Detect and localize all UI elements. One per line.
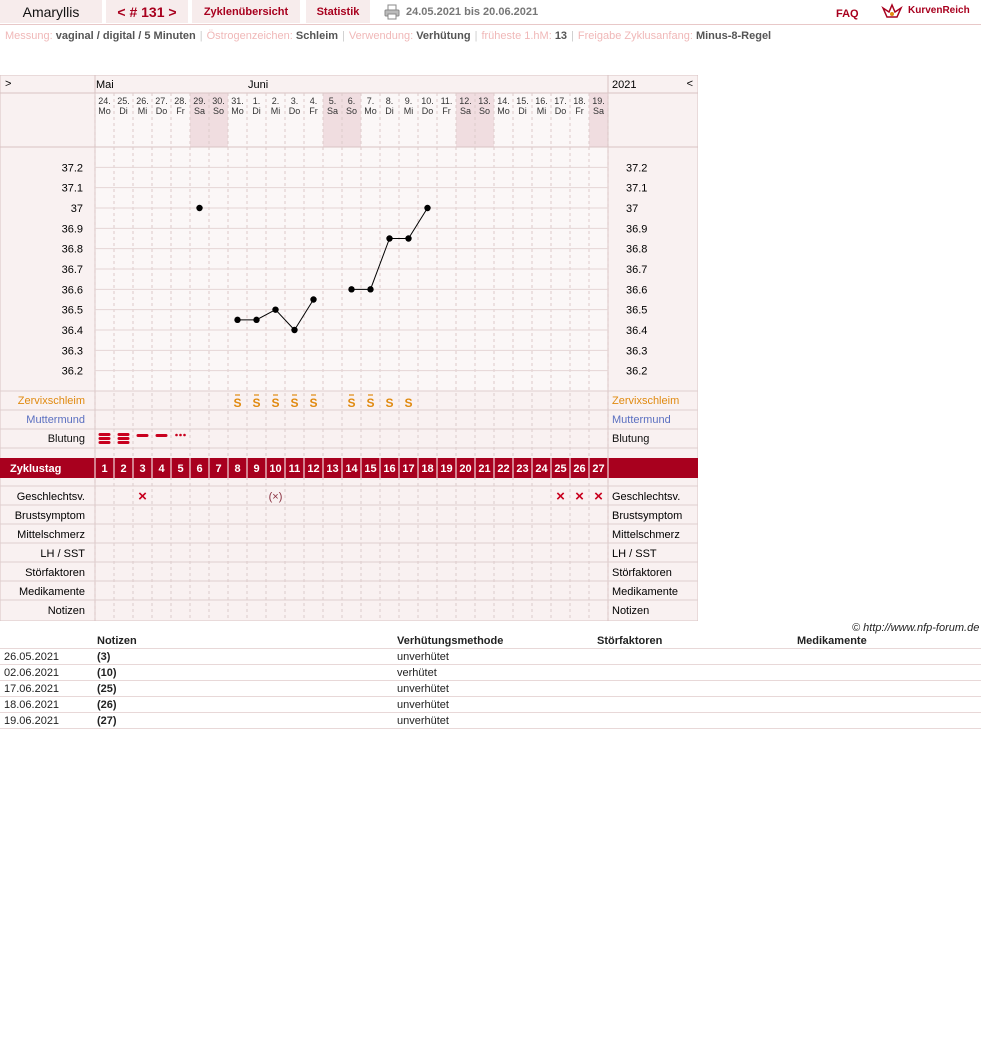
cycle-day-number: 19 [440,463,453,475]
info-separator: | [474,30,478,42]
day-date-label: 30. [212,96,225,106]
cycle-day-number: 8 [234,463,241,475]
temperature-point [291,327,297,333]
bleeding-medium-bar [156,434,168,437]
bleeding-spotting-dot [179,434,182,437]
day-date-label: 18. [573,96,586,106]
day-date-label: 1. [252,96,261,106]
cycle-day-number: 26 [573,463,586,475]
disturbance-cell [593,649,793,665]
row-label-right: Zervixschleim [612,395,680,407]
note-date: 26.05.2021 [0,649,93,665]
medication-cell [793,681,981,697]
cycle-day-number: 10 [269,463,282,475]
row-label-left: Medikamente [18,586,85,598]
row-label-right: Brustsymptom [612,510,683,522]
cycle-settings-line [5,30,771,42]
info-separator: | [342,30,345,42]
notes-row [0,681,981,697]
row-label-left: Störfaktoren [25,567,85,579]
day-date-label: 17. [554,96,567,106]
cycle-day-number: 20 [459,463,472,475]
row-label-right: Geschlechtsv. [612,491,681,503]
cycle-day-number: 2 [120,463,127,475]
notes-table [0,634,981,729]
cycle-day-number: 3 [139,463,146,475]
kurvenreich-logo[interactable] [880,2,980,22]
y-tick-right: 36.2 [626,365,648,378]
y-tick-left: 36.7 [61,264,83,276]
info-value: Schleim [295,30,339,42]
cycle-day-number: 16 [383,463,396,475]
cycle-day-number: 5 [177,463,184,475]
info-key: Freigabe Zyklusanfang: [577,30,696,42]
date-header [0,634,93,649]
month-label: Juni [248,79,269,91]
medication-cell [793,713,981,729]
row-label-right: Störfaktoren [612,567,672,579]
notes-row [0,665,981,681]
temperature-point [367,286,373,292]
bleeding-strong-bar [99,433,111,436]
row-label-right: LH / SST [612,548,657,560]
temperature-point [272,306,278,312]
cycle-day-number: 11 [288,463,301,475]
mucus-symbol: S [404,396,413,410]
day-date-label: 9. [404,96,413,106]
weekday-label: Do [421,106,434,116]
y-tick-right: 36.6 [626,284,648,297]
bleeding-strong-bar [118,441,130,444]
cycle-day-label: Zyklustag [10,463,62,475]
row-label-left: Geschlechtsv. [16,491,85,503]
contraception-method: unverhütet [393,697,593,713]
disturbance-cell [593,681,793,697]
top-bar [0,0,981,25]
day-date-label: 7. [366,96,375,106]
chart-year: 2021 [612,79,637,91]
cycle-day-number: 13 [326,463,339,475]
medication-cell [793,649,981,665]
weekday-label: Do [554,106,567,116]
contraception-method: unverhütet [393,681,593,697]
weekday-label: Fr [575,106,584,116]
row-label-right: Muttermund [612,414,671,426]
info-value: Verhütung [416,30,471,42]
row-label-left: Notizen [47,605,85,617]
note-cycle-day: (26) [93,697,393,713]
weekday-label: Di [385,106,394,116]
row-label-right: Blutung [612,433,650,445]
intercourse-protected-mark: (×) [268,491,283,503]
month-label: Mai [96,79,114,91]
row-label-left: LH / SST [40,548,85,560]
day-date-label: 15. [516,96,529,106]
contraception-method: unverhütet [393,713,593,729]
method-header: Verhütungsmethode [393,634,593,649]
medication-cell [793,665,981,681]
chart-owner-name: Amaryllis [0,0,102,23]
cycle-day-number: 14 [345,463,358,475]
weekday-label: Sa [592,106,605,116]
cycle-day-number: 4 [158,463,165,475]
bleeding-spotting-dot [175,434,178,437]
weekday-label: Do [288,106,301,116]
cycle-overview-tab[interactable]: Zyklenübersicht [192,0,300,23]
y-tick-right: 36.9 [626,223,648,236]
day-date-label: 2. [271,96,280,106]
temperature-point [234,317,240,323]
bleeding-spotting-dot [183,434,186,437]
statistics-tab[interactable]: Statistik [306,0,370,23]
info-key: Verwendung: [348,30,417,42]
mucus-symbol: S [366,396,375,410]
day-date-label: 3. [290,96,299,106]
y-tick-left: 36.8 [61,243,83,256]
y-tick-left: 37.2 [61,162,83,175]
day-date-label: 16. [535,96,548,106]
weekday-label: Fr [176,106,185,116]
y-tick-right: 36.8 [626,243,648,256]
cycle-day-number: 6 [196,463,203,475]
disturbance-cell [593,697,793,713]
y-tick-left: 36.5 [61,304,83,317]
intercourse-mark: × [138,488,147,505]
info-key: Östrogenzeichen: [206,30,296,42]
info-key: früheste 1.hM: [481,30,555,42]
logo-text: KurvenReich [908,5,970,16]
bleeding-strong-bar [99,437,111,440]
crown-icon [880,2,904,22]
y-tick-right: 36.7 [626,264,648,276]
weekday-label: Sa [193,106,206,116]
cycle-day-number: 17 [402,463,415,475]
y-tick-right: 36.5 [626,304,648,317]
y-tick-right: 37 [626,203,639,215]
note-date: 02.06.2021 [0,665,93,681]
cycle-day-number: 21 [478,463,491,475]
mucus-symbol: S [347,396,356,410]
mucus-symbol: S [290,396,299,410]
mucus-symbol: S [385,396,394,410]
day-date-label: 11. [440,96,453,106]
note-date: 18.06.2021 [0,697,93,713]
cycle-day-number: 24 [535,463,548,475]
bleeding-strong-bar [99,441,111,444]
info-key: Messung: [5,30,56,42]
weekday-label: So [212,106,225,116]
weekday-label: So [478,106,491,116]
cycle-day-number: 25 [554,463,567,475]
bleeding-medium-bar [137,434,149,437]
disturbance-header: Störfaktoren [593,634,793,649]
note-date: 19.06.2021 [0,713,93,729]
day-date-label: 12. [459,96,472,106]
intercourse-mark: × [594,488,603,505]
notes-row [0,649,981,665]
y-tick-right: 36.4 [626,325,648,337]
row-label-right: Mittelschmerz [612,529,680,541]
y-tick-left: 36.6 [61,284,83,297]
contraception-method: unverhütet [393,649,593,665]
cycle-chart [0,75,698,621]
row-label-left: Mittelschmerz [17,529,85,541]
temperature-point [348,286,354,292]
intercourse-mark: × [556,488,565,505]
weekday-label: Fr [442,106,451,116]
y-tick-left: 36.3 [61,345,83,358]
mucus-symbol: S [309,396,318,410]
cycle-day-number: 7 [215,463,222,475]
weekday-label: Do [155,106,168,116]
cycle-day-number: 9 [253,463,260,475]
note-cycle-day: (27) [93,713,393,729]
cycle-navigator[interactable]: < # 131 > [106,0,188,23]
day-date-label: 13. [478,96,491,106]
row-label-left: Muttermund [26,414,85,426]
weekday-label: Di [518,106,527,116]
day-date-label: 31. [231,96,244,106]
weekday-label: Mo [231,106,244,116]
notes-row [0,697,981,713]
disturbance-cell [593,665,793,681]
day-date-label: 27. [155,96,168,106]
weekday-label: Mi [403,106,414,116]
y-tick-left: 36.2 [61,365,83,378]
temperature-point [405,235,411,241]
note-cycle-day: (10) [93,665,393,681]
note-cycle-day: (25) [93,681,393,697]
note-date: 17.06.2021 [0,681,93,697]
row-label-right: Notizen [612,605,650,617]
day-date-label: 4. [309,96,318,106]
temperature-point [196,205,202,211]
weekday-label: Mi [536,106,547,116]
medication-cell [793,697,981,713]
day-date-label: 19. [592,96,605,106]
y-tick-left: 36.9 [61,223,83,236]
row-label-right: Medikamente [612,586,679,598]
notes-header-row [0,634,981,649]
temperature-point [386,235,392,241]
day-date-label: 10. [421,96,434,106]
weekday-label: Mo [364,106,377,116]
medication-header: Medikamente [793,634,981,649]
cycle-day-number: 1 [101,463,108,475]
note-cycle-day: (3) [93,649,393,665]
day-date-label: 25. [117,96,130,106]
y-tick-right: 37.1 [626,182,648,195]
day-date-label: 28. [174,96,187,106]
disturbance-cell [593,713,793,729]
row-label-left: Blutung [47,433,85,445]
printer-icon[interactable] [384,4,400,20]
weekday-label: Fr [309,106,318,116]
day-date-label: 5. [328,96,337,106]
cycle-day-number: 15 [364,463,377,475]
bleeding-strong-bar [118,433,130,436]
y-tick-left: 37 [70,203,83,215]
cycle-day-number: 23 [516,463,529,475]
temperature-point [310,296,316,302]
cycle-day-number: 18 [421,463,434,475]
info-value: Minus-8-Regel [695,30,772,42]
notes-row [0,713,981,729]
cycle-day-number: 22 [497,463,510,475]
row-label-left: Brustsymptom [14,510,85,522]
weekday-label: Sa [459,106,472,116]
copyright-credit: © http://www.nfp-forum.de [852,622,980,634]
day-date-label: 6. [347,96,356,106]
y-tick-right: 36.3 [626,345,648,358]
faq-link[interactable]: FAQ [836,8,859,20]
next-cycle-arrow: < [686,78,693,90]
bleeding-strong-bar [118,437,130,440]
info-separator: | [199,30,203,42]
date-range: 24.05.2021 bis 20.06.2021 [406,6,539,18]
weekday-label: Di [252,106,261,116]
contraception-method: verhütet [393,665,593,681]
weekday-label: Mi [270,106,281,116]
temperature-point [253,317,259,323]
day-date-label: 24. [98,96,111,106]
y-tick-right: 37.2 [626,162,648,175]
weekday-label: Mi [137,106,148,116]
mucus-symbol: S [233,396,242,410]
info-separator: | [571,30,574,42]
weekday-label: Sa [326,106,339,116]
weekday-label: Mo [497,106,510,116]
mucus-symbol: S [271,396,280,410]
notes-header: Notizen [93,634,393,649]
weekday-label: So [345,106,358,116]
temperature-point [424,205,430,211]
day-date-label: 14. [497,96,510,106]
row-label-left: Zervixschleim [17,395,85,407]
intercourse-mark: × [575,488,584,505]
previous-cycle-arrow: > [5,78,12,90]
weekday-label: Di [119,106,128,116]
y-tick-left: 36.4 [61,325,83,337]
cycle-day-number: 12 [307,463,320,475]
cycle-day-number: 27 [592,463,605,475]
mucus-symbol: S [252,396,261,410]
day-date-label: 26. [136,96,149,106]
info-value: vaginal / digital / 5 Minuten [55,30,196,42]
day-date-label: 8. [385,96,394,106]
day-date-label: 29. [193,96,206,106]
y-tick-left: 37.1 [61,182,83,195]
weekday-label: Mo [98,106,111,116]
info-value: 13 [554,30,568,42]
